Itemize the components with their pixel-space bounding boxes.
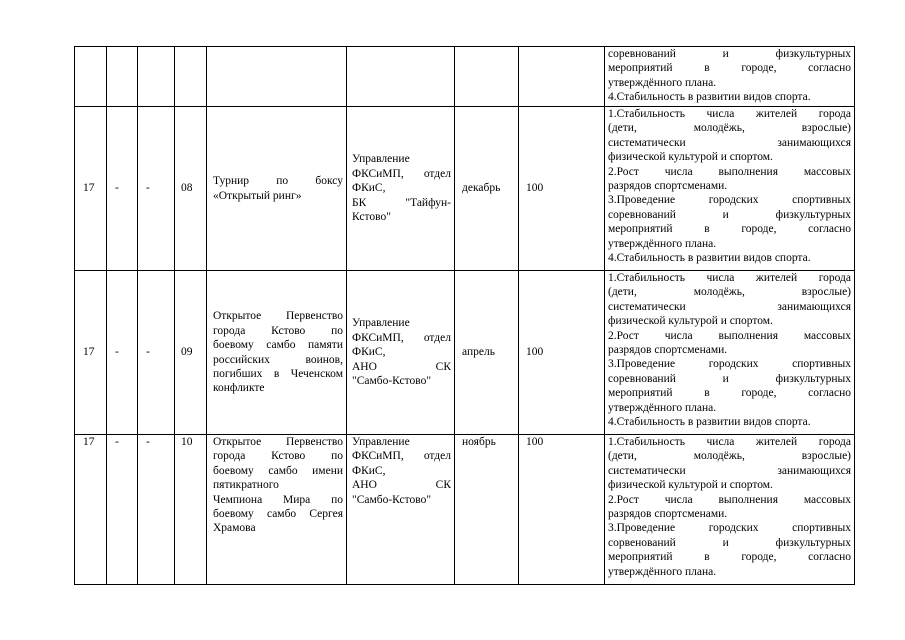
group-code-cell: - (138, 435, 175, 585)
text-line: "Самбо-Кстово" (352, 375, 432, 388)
text-line: 1.Стабильность числа жителей города (608, 272, 851, 284)
text-line: физической культурой и спортом. (608, 315, 773, 328)
text-line: «Открытый ринг» (213, 189, 302, 202)
organizer-cell (347, 107, 455, 271)
month-cell: ноябрь (455, 435, 519, 585)
expected-results-cell (605, 47, 855, 107)
text-line: погибших в Чеченском (213, 367, 343, 380)
section-code-cell: 17 (75, 435, 107, 585)
text-line: 4.Стабильность в развитии видов спорта. (608, 416, 811, 429)
text-line: Управление (352, 436, 410, 448)
text-line: конфликте (213, 382, 265, 395)
text-line: ФКСиМП, отдел (352, 331, 451, 344)
text-line: соревнований и физкультурных (608, 372, 851, 385)
organizer-cell (347, 271, 455, 435)
expected-results-cell (605, 107, 855, 271)
table-row (75, 271, 855, 435)
event-number-cell: 10 (175, 435, 207, 585)
text-line: Открытое Первенство (213, 436, 343, 448)
text-line: ФКСиМП, отдел (352, 167, 451, 180)
subsection-code-cell: - (107, 107, 138, 271)
text-line: 3.Проведение городских спортивных (608, 194, 851, 207)
text-line: Турнир по боксу (213, 175, 343, 188)
event-name-cell (207, 271, 347, 435)
text-line: Чемпиона Мира по (213, 493, 343, 506)
section-code-cell: 17 (75, 107, 107, 271)
text-line: соревнований и физкультурных (608, 208, 851, 221)
text-line: 4.Стабильность в развитии видов спорта. (608, 252, 811, 265)
text-line: пятикратного (213, 479, 279, 492)
text-line: боевому самбо памяти (213, 339, 343, 352)
text-line: Кстово" (352, 211, 391, 224)
text-line: разрядов спортсменами. (608, 344, 728, 357)
text-line: боевому самбо имени (213, 464, 343, 477)
text-line: утверждённого плана. (608, 237, 717, 250)
text-line: систематически занимающихся (608, 300, 851, 313)
text-line: ФКСиМП, отдел (352, 450, 451, 463)
event-name-cell (207, 107, 347, 271)
text-line: 1.Стабильность числа жителей города (608, 108, 851, 120)
group-code-cell (138, 47, 175, 107)
table-row (75, 435, 855, 585)
text-line: ФКиС, (352, 346, 386, 359)
text-line: физической культурой и спортом. (608, 151, 773, 164)
event-number-cell: 08 (175, 107, 207, 271)
text-line: Управление (352, 317, 410, 330)
text-line: мероприятий в городе, согласно (608, 387, 851, 400)
subsection-code-cell (107, 47, 138, 107)
text-line: 2.Рост числа выполнения массовых (608, 165, 851, 178)
text-line: Открытое Первенство (213, 310, 343, 323)
text-line: систематически занимающихся (608, 464, 851, 477)
value-cell: 100 (519, 435, 605, 585)
text-line: разрядов спортсменами. (608, 508, 728, 521)
event-number-cell (175, 47, 207, 107)
text-line: города Кстово по (213, 450, 343, 463)
value-cell: 100 (519, 271, 605, 435)
text-line: (дети, молодёжь, взрослые) (608, 286, 851, 299)
subsection-code-cell: - (107, 271, 138, 435)
expected-results-cell (605, 435, 855, 585)
event-number-cell: 09 (175, 271, 207, 435)
expected-results-cell (605, 271, 855, 435)
text-line: систематически занимающихся (608, 136, 851, 149)
text-line: мероприятий в городе, согласно (608, 551, 851, 564)
text-line: АНО СК (352, 360, 451, 373)
event-name-cell (207, 435, 347, 585)
text-line: города Кстово по (213, 324, 343, 337)
text-line: ФКиС, (352, 464, 386, 477)
text-line: утверждённого плана. (608, 401, 717, 414)
text-line: утверждённого плана. (608, 76, 717, 89)
group-code-cell: - (138, 107, 175, 271)
table-row (75, 107, 855, 271)
value-cell: 100 (519, 107, 605, 271)
month-cell: декабрь (455, 107, 519, 271)
subsection-code-cell: - (107, 435, 138, 585)
text-line: 2.Рост числа выполнения массовых (608, 493, 851, 506)
text-line: российских воинов, (213, 353, 343, 366)
text-line: сорвенований и физкультурных (608, 536, 851, 549)
text-line: 2.Рост числа выполнения массовых (608, 329, 851, 342)
event-name-cell (207, 47, 347, 107)
text-line: мероприятий в городе, согласно (608, 223, 851, 236)
text-line: 3.Проведение городских спортивных (608, 358, 851, 371)
text-line: физической культурой и спортом. (608, 479, 773, 492)
group-code-cell: - (138, 271, 175, 435)
month-cell: апрель (455, 271, 519, 435)
text-line: 3.Проведение городских спортивных (608, 522, 851, 535)
text-line: утверждённого плана. (608, 565, 717, 578)
text-line: ФКиС, (352, 182, 386, 195)
text-line: "Самбо-Кстово" (352, 493, 432, 506)
organizer-cell (347, 47, 455, 107)
text-line: Управление (352, 153, 410, 166)
value-cell (519, 47, 605, 107)
text-line: (дети, молодёжь, взрослые) (608, 450, 851, 463)
table-row (75, 47, 855, 107)
organizer-cell (347, 435, 455, 585)
text-line: БК "Тайфун- (352, 196, 451, 209)
text-line: 1.Стабильность числа жителей города (608, 436, 851, 448)
text-line: АНО СК (352, 479, 451, 492)
text-line: разрядов спортсменами. (608, 180, 728, 193)
text-line: 4.Стабильность в развитии видов спорта. (608, 91, 811, 104)
text-line: (дети, молодёжь, взрослые) (608, 122, 851, 135)
text-line: Храмова (213, 522, 256, 535)
text-line: соревнований и физкультурных (608, 48, 851, 60)
events-table (74, 46, 855, 585)
section-code-cell: 17 (75, 271, 107, 435)
section-code-cell (75, 47, 107, 107)
month-cell (455, 47, 519, 107)
text-line: мероприятий в городе, согласно (608, 62, 851, 75)
text-line: боевому самбо Сергея (213, 508, 343, 521)
